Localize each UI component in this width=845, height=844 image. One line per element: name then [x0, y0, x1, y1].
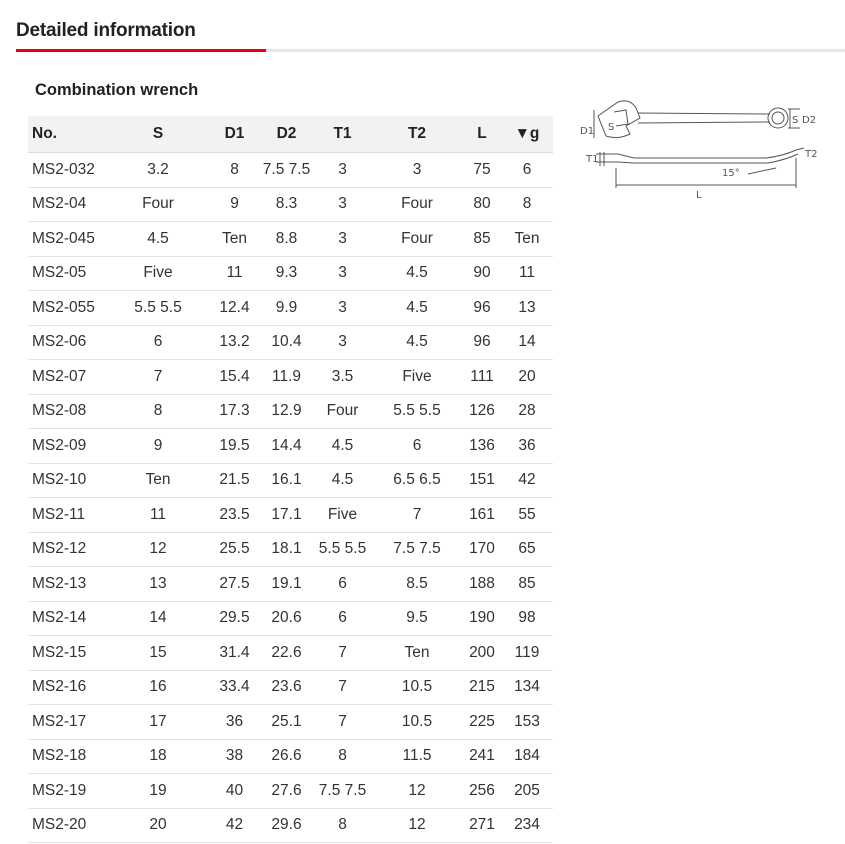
col-header-d1: D1 — [210, 116, 259, 153]
cell-s: 19 — [106, 774, 210, 809]
cell-d2: 22.6 — [259, 636, 314, 671]
cell-t1: Four — [314, 394, 371, 429]
cell-t1: 4.5 — [314, 429, 371, 464]
cell-l: 256 — [463, 774, 501, 809]
cell-d2: 11.9 — [259, 360, 314, 395]
cell-t2: 12 — [371, 774, 463, 809]
cell-t1: 3 — [314, 256, 371, 291]
cell-s: 5.5 5.5 — [106, 291, 210, 326]
cell-l: 241 — [463, 739, 501, 774]
cell-d1: 23.5 — [210, 498, 259, 533]
cell-no: MS2-16 — [28, 670, 106, 705]
cell-weight: 20 — [501, 360, 553, 395]
cell-l: 215 — [463, 670, 501, 705]
cell-l: 161 — [463, 498, 501, 533]
cell-s: 13 — [106, 567, 210, 602]
cell-d1: 33.4 — [210, 670, 259, 705]
cell-t2: 9.5 — [371, 601, 463, 636]
cell-d1: 17.3 — [210, 394, 259, 429]
cell-no: MS2-18 — [28, 739, 106, 774]
cell-t1: 4.5 — [314, 463, 371, 498]
cell-s: 3.2 — [106, 153, 210, 188]
col-header-t1: T1 — [314, 116, 371, 153]
cell-d1: 12.4 — [210, 291, 259, 326]
table-row — [28, 187, 553, 222]
cell-d2: 12.9 — [259, 394, 314, 429]
cell-l: 96 — [463, 291, 501, 326]
cell-t1: 3 — [314, 153, 371, 188]
cell-no: MS2-15 — [28, 636, 106, 671]
col-header-no: No. — [28, 116, 106, 153]
cell-t1: 3 — [314, 291, 371, 326]
cell-l: 75 — [463, 153, 501, 188]
cell-weight: 65 — [501, 532, 553, 567]
spec-table-body — [28, 153, 553, 843]
cell-no: MS2-19 — [28, 774, 106, 809]
cell-t2: 10.5 — [371, 705, 463, 740]
cell-t2: Four — [371, 187, 463, 222]
cell-s: 15 — [106, 636, 210, 671]
cell-d2: 26.6 — [259, 739, 314, 774]
table-row — [28, 636, 553, 671]
diagram-label-t1: T1 — [586, 154, 599, 165]
cell-weight: 55 — [501, 498, 553, 533]
wrench-shank — [638, 113, 770, 123]
cell-weight: 42 — [501, 463, 553, 498]
table-row — [28, 705, 553, 740]
diagram-label-s-ring: S — [792, 115, 799, 126]
cell-weight: 28 — [501, 394, 553, 429]
cell-d2: 29.6 — [259, 808, 314, 843]
cell-no: MS2-05 — [28, 256, 106, 291]
title-accent-bar — [16, 49, 266, 52]
cell-t2: Ten — [371, 636, 463, 671]
table-row — [28, 325, 553, 360]
cell-l: 190 — [463, 601, 501, 636]
col-header-d2: D2 — [259, 116, 314, 153]
cell-l: 225 — [463, 705, 501, 740]
cell-s: Five — [106, 256, 210, 291]
cell-d1: 11 — [210, 256, 259, 291]
cell-l: 188 — [463, 567, 501, 602]
cell-t1: 3 — [314, 222, 371, 257]
table-row — [28, 739, 553, 774]
cell-s: 20 — [106, 808, 210, 843]
cell-t2: 7.5 7.5 — [371, 532, 463, 567]
table-row — [28, 153, 553, 188]
cell-weight: 119 — [501, 636, 553, 671]
cell-d1: 42 — [210, 808, 259, 843]
cell-s: Ten — [106, 463, 210, 498]
cell-t1: 7 — [314, 705, 371, 740]
diagram-label-angle: 15° — [722, 168, 740, 179]
table-row — [28, 394, 553, 429]
cell-no: MS2-11 — [28, 498, 106, 533]
cell-no: MS2-13 — [28, 567, 106, 602]
cell-weight: 85 — [501, 567, 553, 602]
cell-s: 18 — [106, 739, 210, 774]
section-title: Detailed information — [16, 20, 196, 41]
cell-no: MS2-09 — [28, 429, 106, 464]
cell-t2: 5.5 5.5 — [371, 394, 463, 429]
cell-l: 170 — [463, 532, 501, 567]
cell-s: 9 — [106, 429, 210, 464]
cell-s: 14 — [106, 601, 210, 636]
cell-d1: 31.4 — [210, 636, 259, 671]
table-row — [28, 567, 553, 602]
spec-table-header-row — [28, 116, 553, 153]
cell-no: MS2-06 — [28, 325, 106, 360]
cell-t1: Five — [314, 498, 371, 533]
cell-no: MS2-045 — [28, 222, 106, 257]
cell-t1: 5.5 5.5 — [314, 532, 371, 567]
wrench-open-end — [598, 101, 640, 138]
table-row — [28, 256, 553, 291]
cell-l: 126 — [463, 394, 501, 429]
cell-d1: 19.5 — [210, 429, 259, 464]
table-row — [28, 808, 553, 843]
cell-l: 111 — [463, 360, 501, 395]
cell-s: 6 — [106, 325, 210, 360]
col-header-l: L — [463, 116, 501, 153]
cell-t1: 7 — [314, 636, 371, 671]
cell-no: MS2-20 — [28, 808, 106, 843]
cell-no: MS2-04 — [28, 187, 106, 222]
table-row — [28, 498, 553, 533]
cell-d2: 10.4 — [259, 325, 314, 360]
cell-t1: 8 — [314, 808, 371, 843]
cell-d2: 16.1 — [259, 463, 314, 498]
cell-d1: 15.4 — [210, 360, 259, 395]
cell-weight: 205 — [501, 774, 553, 809]
cell-t2: Five — [371, 360, 463, 395]
cell-d2: 9.9 — [259, 291, 314, 326]
cell-d1: 13.2 — [210, 325, 259, 360]
cell-t2: 4.5 — [371, 256, 463, 291]
table-row — [28, 429, 553, 464]
table-row — [28, 601, 553, 636]
cell-d1: 38 — [210, 739, 259, 774]
cell-d2: 27.6 — [259, 774, 314, 809]
cell-t2: 6 — [371, 429, 463, 464]
cell-d2: 9.3 — [259, 256, 314, 291]
cell-d2: 17.1 — [259, 498, 314, 533]
cell-l: 136 — [463, 429, 501, 464]
cell-d2: 7.5 7.5 — [259, 153, 314, 188]
cell-no: MS2-10 — [28, 463, 106, 498]
cell-t1: 6 — [314, 601, 371, 636]
cell-t2: 8.5 — [371, 567, 463, 602]
cell-t2: 11.5 — [371, 739, 463, 774]
cell-s: 12 — [106, 532, 210, 567]
cell-weight: 8 — [501, 187, 553, 222]
cell-s: Four — [106, 187, 210, 222]
cell-no: MS2-08 — [28, 394, 106, 429]
cell-t1: 3.5 — [314, 360, 371, 395]
cell-weight: 36 — [501, 429, 553, 464]
cell-no: MS2-14 — [28, 601, 106, 636]
cell-t1: 3 — [314, 325, 371, 360]
cell-no: MS2-055 — [28, 291, 106, 326]
cell-l: 85 — [463, 222, 501, 257]
cell-l: 80 — [463, 187, 501, 222]
cell-d2: 19.1 — [259, 567, 314, 602]
cell-s: 11 — [106, 498, 210, 533]
col-header-weight: ▼g — [501, 116, 553, 153]
cell-weight: 14 — [501, 325, 553, 360]
cell-t2: 6.5 6.5 — [371, 463, 463, 498]
cell-t1: 7.5 7.5 — [314, 774, 371, 809]
cell-weight: 184 — [501, 739, 553, 774]
table-row — [28, 360, 553, 395]
cell-d1: Ten — [210, 222, 259, 257]
cell-d2: 8.3 — [259, 187, 314, 222]
cell-d2: 18.1 — [259, 532, 314, 567]
cell-t2: 12 — [371, 808, 463, 843]
cell-no: MS2-17 — [28, 705, 106, 740]
cell-s: 16 — [106, 670, 210, 705]
cell-d1: 9 — [210, 187, 259, 222]
spec-table — [28, 116, 553, 843]
diagram-label-s-open: S — [608, 122, 615, 133]
cell-weight: Ten — [501, 222, 553, 257]
diagram-label-d1: D1 — [580, 126, 595, 137]
cell-no: MS2-07 — [28, 360, 106, 395]
wrench-ring-end — [768, 108, 788, 128]
cell-s: 4.5 — [106, 222, 210, 257]
cell-d1: 29.5 — [210, 601, 259, 636]
cell-t2: 4.5 — [371, 291, 463, 326]
cell-t1: 3 — [314, 187, 371, 222]
cell-l: 90 — [463, 256, 501, 291]
cell-d2: 8.8 — [259, 222, 314, 257]
product-title: Combination wrench — [35, 81, 199, 99]
cell-weight: 234 — [501, 808, 553, 843]
wrench-side-view — [596, 148, 804, 163]
cell-d1: 21.5 — [210, 463, 259, 498]
cell-t2: Four — [371, 222, 463, 257]
cell-t2: 10.5 — [371, 670, 463, 705]
cell-t2: 7 — [371, 498, 463, 533]
cell-d1: 8 — [210, 153, 259, 188]
cell-s: 17 — [106, 705, 210, 740]
cell-d1: 25.5 — [210, 532, 259, 567]
cell-t2: 3 — [371, 153, 463, 188]
cell-t2: 4.5 — [371, 325, 463, 360]
cell-s: 7 — [106, 360, 210, 395]
cell-l: 96 — [463, 325, 501, 360]
table-row — [28, 774, 553, 809]
cell-weight: 13 — [501, 291, 553, 326]
wrench-diagram — [578, 96, 828, 206]
cell-l: 200 — [463, 636, 501, 671]
col-header-s: S — [106, 116, 210, 153]
cell-weight: 98 — [501, 601, 553, 636]
col-header-t2: T2 — [371, 116, 463, 153]
cell-d2: 14.4 — [259, 429, 314, 464]
cell-l: 271 — [463, 808, 501, 843]
cell-s: 8 — [106, 394, 210, 429]
cell-d2: 23.6 — [259, 670, 314, 705]
cell-no: MS2-032 — [28, 153, 106, 188]
diagram-label-l: L — [696, 190, 702, 201]
cell-weight: 153 — [501, 705, 553, 740]
diagram-label-t2: T2 — [805, 149, 818, 160]
cell-d1: 40 — [210, 774, 259, 809]
cell-t1: 6 — [314, 567, 371, 602]
cell-d2: 20.6 — [259, 601, 314, 636]
cell-t1: 7 — [314, 670, 371, 705]
table-row — [28, 291, 553, 326]
diagram-label-d2: D2 — [802, 115, 817, 126]
table-row — [28, 222, 553, 257]
cell-d1: 27.5 — [210, 567, 259, 602]
table-row — [28, 670, 553, 705]
cell-l: 151 — [463, 463, 501, 498]
cell-d1: 36 — [210, 705, 259, 740]
cell-weight: 134 — [501, 670, 553, 705]
cell-t1: 8 — [314, 739, 371, 774]
cell-weight: 6 — [501, 153, 553, 188]
cell-no: MS2-12 — [28, 532, 106, 567]
table-row — [28, 463, 553, 498]
table-row — [28, 532, 553, 567]
cell-weight: 11 — [501, 256, 553, 291]
cell-d2: 25.1 — [259, 705, 314, 740]
